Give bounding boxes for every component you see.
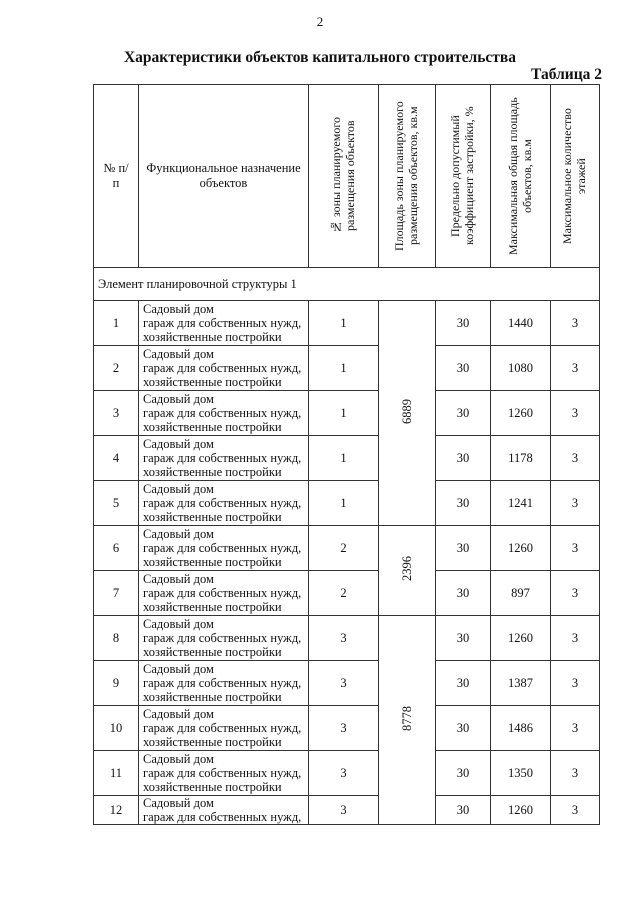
row-coef: 30 bbox=[436, 616, 491, 661]
header-area: Площадь зоны планируемого размещения объектов, кв.м bbox=[379, 85, 436, 268]
row-purpose bbox=[139, 616, 309, 661]
row-floors: 3 bbox=[551, 796, 600, 825]
row-coef: 30 bbox=[436, 301, 491, 346]
zone-area bbox=[379, 301, 436, 526]
purpose-line: хозяйственные постройки bbox=[143, 420, 282, 434]
section-row bbox=[94, 268, 600, 301]
table-row bbox=[94, 526, 600, 571]
row-max-area: 1486 bbox=[491, 706, 551, 751]
header-zone: № зоны планируемого размещения объектов bbox=[309, 85, 379, 268]
row-purpose bbox=[139, 751, 309, 796]
row-number: 7 bbox=[94, 571, 139, 616]
purpose-line: хозяйственные постройки bbox=[143, 330, 282, 344]
zone-area-value: 8778 bbox=[399, 705, 414, 731]
row-purpose bbox=[139, 346, 309, 391]
row-zone: 1 bbox=[309, 346, 379, 391]
row-purpose bbox=[139, 571, 309, 616]
row-purpose bbox=[139, 526, 309, 571]
row-purpose bbox=[139, 301, 309, 346]
row-purpose bbox=[139, 661, 309, 706]
row-number: 10 bbox=[94, 706, 139, 751]
row-floors: 3 bbox=[551, 436, 600, 481]
row-coef: 30 bbox=[436, 661, 491, 706]
purpose-line: Садовый дом bbox=[143, 572, 214, 586]
purpose-line: гараж для собственных нужд, bbox=[143, 496, 302, 510]
row-coef: 30 bbox=[436, 706, 491, 751]
row-zone: 1 bbox=[309, 481, 379, 526]
purpose-line: хозяйственные постройки bbox=[143, 690, 282, 704]
row-purpose bbox=[139, 796, 309, 825]
purpose-line: гараж для собственных нужд, bbox=[143, 676, 302, 690]
row-purpose bbox=[139, 706, 309, 751]
purpose-line: Садовый дом bbox=[143, 752, 214, 766]
purpose-line: гараж для собственных нужд, bbox=[143, 631, 302, 645]
row-number: 2 bbox=[94, 346, 139, 391]
purpose-line: хозяйственные постройки bbox=[143, 780, 282, 794]
purpose-line: Садовый дом bbox=[143, 437, 214, 451]
purpose-line: Садовый дом bbox=[143, 662, 214, 676]
purpose-line: гараж для собственных нужд, bbox=[143, 721, 302, 735]
purpose-line: хозяйственные постройки bbox=[143, 735, 282, 749]
purpose-line: хозяйственные постройки bbox=[143, 600, 282, 614]
row-coef: 30 bbox=[436, 391, 491, 436]
row-zone: 2 bbox=[309, 526, 379, 571]
table-header-row bbox=[94, 85, 600, 268]
table-row bbox=[94, 571, 600, 616]
row-zone: 1 bbox=[309, 301, 379, 346]
table-row bbox=[94, 346, 600, 391]
purpose-line: гараж для собственных нужд, bbox=[143, 451, 302, 465]
purpose-line: Садовый дом bbox=[143, 527, 214, 541]
row-number: 12 bbox=[94, 796, 139, 825]
row-floors: 3 bbox=[551, 661, 600, 706]
zone-area bbox=[379, 616, 436, 825]
row-floors: 3 bbox=[551, 706, 600, 751]
purpose-line: Садовый дом bbox=[143, 707, 214, 721]
row-coef: 30 bbox=[436, 436, 491, 481]
row-zone: 3 bbox=[309, 796, 379, 825]
purpose-line: гараж для собственных нужд, bbox=[143, 541, 302, 555]
table-row bbox=[94, 391, 600, 436]
table-row bbox=[94, 706, 600, 751]
purpose-line: хозяйственные постройки bbox=[143, 645, 282, 659]
page-number: 2 bbox=[316, 14, 324, 29]
row-max-area: 1350 bbox=[491, 751, 551, 796]
row-floors: 3 bbox=[551, 391, 600, 436]
row-coef: 30 bbox=[436, 346, 491, 391]
row-max-area: 1080 bbox=[491, 346, 551, 391]
row-number: 9 bbox=[94, 661, 139, 706]
row-number: 11 bbox=[94, 751, 139, 796]
row-max-area: 1387 bbox=[491, 661, 551, 706]
row-coef: 30 bbox=[436, 751, 491, 796]
row-zone: 3 bbox=[309, 706, 379, 751]
table-row bbox=[94, 616, 600, 661]
row-coef: 30 bbox=[436, 481, 491, 526]
purpose-line: хозяйственные постройки bbox=[143, 375, 282, 389]
table-row bbox=[94, 481, 600, 526]
header-purpose: Функциональное назначение объектов bbox=[139, 85, 309, 268]
row-zone: 3 bbox=[309, 616, 379, 661]
row-floors: 3 bbox=[551, 571, 600, 616]
purpose-line: хозяйственные постройки bbox=[143, 555, 282, 569]
objects-table bbox=[93, 84, 600, 825]
row-zone: 1 bbox=[309, 391, 379, 436]
purpose-line: Садовый дом bbox=[143, 482, 214, 496]
purpose-line: гараж для собственных нужд, bbox=[143, 316, 302, 330]
row-max-area: 1260 bbox=[491, 526, 551, 571]
table-row bbox=[94, 301, 600, 346]
row-number: 6 bbox=[94, 526, 139, 571]
row-coef: 30 bbox=[436, 796, 491, 825]
page-title: Характеристики объектов капитального строительства bbox=[123, 49, 517, 66]
row-floors: 3 bbox=[551, 616, 600, 661]
zone-area bbox=[379, 526, 436, 616]
table-row bbox=[94, 796, 600, 825]
purpose-line: Садовый дом bbox=[143, 796, 214, 810]
table-row bbox=[94, 661, 600, 706]
header-floors: Максимальное количество этажей bbox=[551, 85, 600, 268]
row-floors: 3 bbox=[551, 346, 600, 391]
purpose-line: Садовый дом bbox=[143, 617, 214, 631]
header-num: № п/п bbox=[94, 85, 139, 268]
zone-area-value: 6889 bbox=[399, 398, 414, 424]
row-number: 3 bbox=[94, 391, 139, 436]
row-purpose bbox=[139, 436, 309, 481]
row-floors: 3 bbox=[551, 481, 600, 526]
purpose-line: хозяйственные постройки bbox=[143, 465, 282, 479]
row-floors: 3 bbox=[551, 301, 600, 346]
row-coef: 30 bbox=[436, 526, 491, 571]
row-max-area: 1178 bbox=[491, 436, 551, 481]
row-purpose bbox=[139, 391, 309, 436]
row-max-area: 1241 bbox=[491, 481, 551, 526]
purpose-line: гараж для собственных нужд, bbox=[143, 406, 302, 420]
row-max-area: 1440 bbox=[491, 301, 551, 346]
row-floors: 3 bbox=[551, 751, 600, 796]
table-row bbox=[94, 436, 600, 481]
section-label: Элемент планировочной структуры 1 bbox=[94, 268, 600, 301]
purpose-line: гараж для собственных нужд, bbox=[143, 766, 302, 780]
row-purpose bbox=[139, 481, 309, 526]
row-floors: 3 bbox=[551, 526, 600, 571]
row-max-area: 897 bbox=[491, 571, 551, 616]
purpose-line: гараж для собственных нужд, bbox=[143, 361, 302, 375]
table-row bbox=[94, 751, 600, 796]
purpose-line: гараж для собственных нужд, bbox=[143, 810, 302, 824]
table-label: Таблица 2 bbox=[531, 66, 602, 83]
row-number: 5 bbox=[94, 481, 139, 526]
row-number: 4 bbox=[94, 436, 139, 481]
row-max-area: 1260 bbox=[491, 796, 551, 825]
purpose-line: гараж для собственных нужд, bbox=[143, 586, 302, 600]
purpose-line: Садовый дом bbox=[143, 392, 214, 406]
row-zone: 2 bbox=[309, 571, 379, 616]
row-number: 1 bbox=[94, 301, 139, 346]
purpose-line: хозяйственные постройки bbox=[143, 510, 282, 524]
row-coef: 30 bbox=[436, 571, 491, 616]
row-zone: 1 bbox=[309, 436, 379, 481]
purpose-line: Садовый дом bbox=[143, 302, 214, 316]
row-max-area: 1260 bbox=[491, 616, 551, 661]
row-zone: 3 bbox=[309, 661, 379, 706]
row-max-area: 1260 bbox=[491, 391, 551, 436]
header-coef: Предельно допустимый коэффициент застройки, % bbox=[436, 85, 491, 268]
zone-area-value: 2396 bbox=[399, 556, 414, 581]
row-number: 8 bbox=[94, 616, 139, 661]
row-zone: 3 bbox=[309, 751, 379, 796]
purpose-line: Садовый дом bbox=[143, 347, 214, 361]
header-max-area: Максимальная общая площадь объектов, кв.м bbox=[491, 85, 551, 268]
